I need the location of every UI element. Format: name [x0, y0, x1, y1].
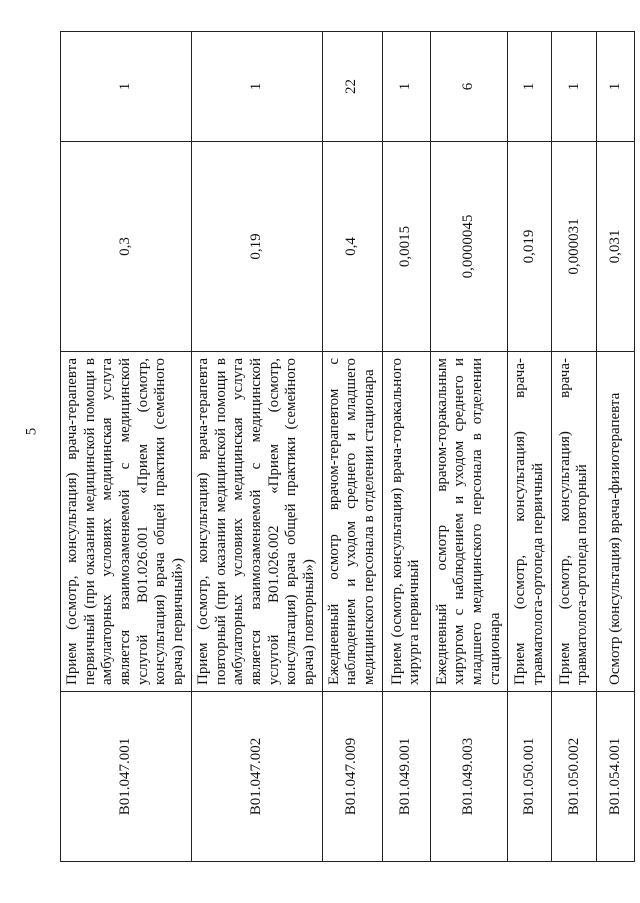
- service-description: Ежедневный осмотр врачом-терапевтом с наблюдением и уходом среднего и младшего медицинского персонала в отделении стационара: [322, 352, 382, 692]
- frequency-coefficient: 0,0015: [382, 142, 430, 352]
- table-row: [552, 32, 597, 862]
- multiplicity-value: 1: [597, 32, 635, 142]
- frequency-coefficient: 0,3: [61, 142, 192, 352]
- service-description: Прием (осмотр, консультация) врача-травматолога-ортопеда первичный: [508, 352, 552, 692]
- service-description: Прием (осмотр, консультация) врача-травматолога-ортопеда повторный: [552, 352, 597, 692]
- frequency-coefficient: 0,19: [191, 142, 322, 352]
- multiplicity-value: 1: [508, 32, 552, 142]
- rotated-table-container: [60, 32, 624, 862]
- service-code: B01.050.002: [552, 692, 597, 862]
- service-description: Осмотр (консультация) врача-физиотерапевта: [597, 352, 635, 692]
- frequency-coefficient: 0,019: [508, 142, 552, 352]
- multiplicity-value: 22: [322, 32, 382, 142]
- table-row: [382, 32, 430, 862]
- service-code: B01.049.003: [430, 692, 508, 862]
- service-description: Прием (осмотр, консультация) врача-терапевта повторный (при оказании медицинской помощи в амбулаторных условиях медицинская услуга является взаимозаменяемой с медицинской услугой B01.026.002 «Прием (осмотр, консультация) врача общей практики (семейного врача) повторный»): [191, 352, 322, 692]
- table-row: [61, 32, 192, 862]
- frequency-coefficient: 0,4: [322, 142, 382, 352]
- table-row: [191, 32, 322, 862]
- frequency-coefficient: 0,000031: [552, 142, 597, 352]
- table-row: [597, 32, 635, 862]
- multiplicity-value: 1: [382, 32, 430, 142]
- service-description: Прием (осмотр, консультация) врача-торакального хирурга первичный: [382, 352, 430, 692]
- services-table: [60, 31, 635, 862]
- service-code: B01.054.001: [597, 692, 635, 862]
- table-row: [322, 32, 382, 862]
- multiplicity-value: 1: [61, 32, 192, 142]
- service-code: B01.047.002: [191, 692, 322, 862]
- table-row: [430, 32, 508, 862]
- service-code: B01.047.009: [322, 692, 382, 862]
- multiplicity-value: 1: [191, 32, 322, 142]
- service-description: Прием (осмотр, консультация) врача-терапевта первичный (при оказании медицинской помощи в амбулаторных условиях медицинская услуга является взаимозаменяемой с медицинской услугой B01.026.001 «Прием (осмотр, консультация) врача общей практики (семейного врача) первичный»): [61, 352, 192, 692]
- multiplicity-value: 1: [552, 32, 597, 142]
- multiplicity-value: 6: [430, 32, 508, 142]
- frequency-coefficient: 0,0000045: [430, 142, 508, 352]
- service-description: Ежедневный осмотр врачом-торакальным хирургом с наблюдением и уходом среднего и младшего медицинского персонала в отделении стационара: [430, 352, 508, 692]
- page-number: 5: [23, 427, 40, 436]
- service-code: B01.049.001: [382, 692, 430, 862]
- service-code: B01.050.001: [508, 692, 552, 862]
- table-row: [508, 32, 552, 862]
- service-code: B01.047.001: [61, 692, 192, 862]
- frequency-coefficient: 0,031: [597, 142, 635, 352]
